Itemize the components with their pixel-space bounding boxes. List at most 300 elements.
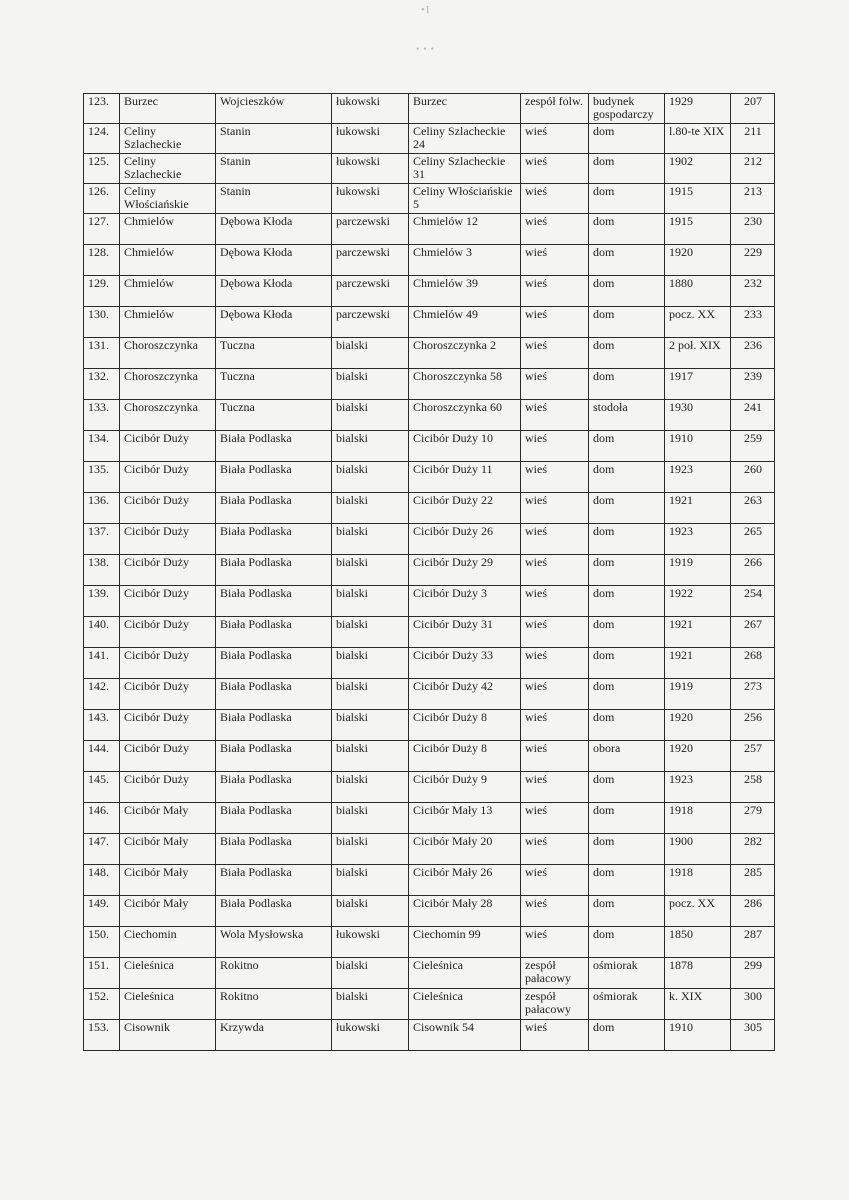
cell-address: Cicibór Duży 9	[409, 772, 521, 803]
cell-commune: Rokitno	[216, 989, 332, 1020]
cell-number: 139.	[84, 586, 120, 617]
cell-number: 145.	[84, 772, 120, 803]
cell-district: bialski	[332, 617, 409, 648]
cell-commune: Biała Podlaska	[216, 555, 332, 586]
cell-locality: Celiny Włościańskie	[120, 184, 216, 214]
table-row	[84, 555, 775, 586]
table-row	[84, 989, 775, 1020]
cell-commune: Dębowa Kłoda	[216, 214, 332, 245]
cell-commune: Biała Podlaska	[216, 865, 332, 896]
cell-complex: zespół folw.	[521, 94, 589, 124]
cell-commune: Biała Podlaska	[216, 493, 332, 524]
cell-dating: 1878	[665, 958, 731, 989]
table-row	[84, 124, 775, 154]
cell-number: 133.	[84, 400, 120, 431]
cell-number: 134.	[84, 431, 120, 462]
cell-locality: Cicibór Mały	[120, 834, 216, 865]
cell-locality: Cicibór Duży	[120, 462, 216, 493]
cell-commune: Krzywda	[216, 1020, 332, 1051]
cell-object: budynek gospodarczy	[589, 94, 665, 124]
cell-complex: wieś	[521, 679, 589, 710]
cell-complex: wieś	[521, 214, 589, 245]
cell-number: 141.	[84, 648, 120, 679]
cell-complex: wieś	[521, 124, 589, 154]
cell-number: 138.	[84, 555, 120, 586]
cell-number: 143.	[84, 710, 120, 741]
cell-dating: 1917	[665, 369, 731, 400]
cell-district: parczewski	[332, 276, 409, 307]
cell-commune: Tuczna	[216, 400, 332, 431]
cell-object: dom	[589, 617, 665, 648]
cell-district: parczewski	[332, 245, 409, 276]
table-row	[84, 276, 775, 307]
table-row	[84, 369, 775, 400]
cell-address: Chmielów 39	[409, 276, 521, 307]
cell-address: Cicibór Duży 42	[409, 679, 521, 710]
cell-object: dom	[589, 245, 665, 276]
table-row	[84, 803, 775, 834]
cell-complex: wieś	[521, 586, 589, 617]
table-row	[84, 94, 775, 124]
cell-commune: Biała Podlaska	[216, 617, 332, 648]
cell-commune: Biała Podlaska	[216, 679, 332, 710]
cell-object: dom	[589, 524, 665, 555]
cell-dating: pocz. XX	[665, 307, 731, 338]
cell-district: bialski	[332, 555, 409, 586]
cell-locality: Chmielów	[120, 245, 216, 276]
table-row	[84, 834, 775, 865]
cell-dating: pocz. XX	[665, 896, 731, 927]
cell-record-no: 299	[731, 958, 775, 989]
cell-district: łukowski	[332, 1020, 409, 1051]
cell-object: dom	[589, 307, 665, 338]
cell-number: 140.	[84, 617, 120, 648]
cell-record-no: 267	[731, 617, 775, 648]
table-row	[84, 865, 775, 896]
cell-dating: 1923	[665, 462, 731, 493]
cell-locality: Cicibór Duży	[120, 772, 216, 803]
table-row	[84, 710, 775, 741]
cell-number: 135.	[84, 462, 120, 493]
cell-record-no: 254	[731, 586, 775, 617]
cell-object: dom	[589, 555, 665, 586]
cell-dating: 1850	[665, 927, 731, 958]
cell-object: dom	[589, 338, 665, 369]
cell-district: bialski	[332, 989, 409, 1020]
cell-locality: Cicibór Mały	[120, 803, 216, 834]
cell-record-no: 259	[731, 431, 775, 462]
table-row	[84, 958, 775, 989]
cell-number: 125.	[84, 154, 120, 184]
cell-record-no: 232	[731, 276, 775, 307]
cell-number: 123.	[84, 94, 120, 124]
cell-locality: Cicibór Duży	[120, 555, 216, 586]
cell-address: Celiny Włościańskie 5	[409, 184, 521, 214]
cell-address: Chmielów 12	[409, 214, 521, 245]
cell-number: 151.	[84, 958, 120, 989]
cell-complex: wieś	[521, 493, 589, 524]
cell-commune: Wola Mysłowska	[216, 927, 332, 958]
cell-dating: 1910	[665, 1020, 731, 1051]
cell-district: bialski	[332, 834, 409, 865]
cell-locality: Cicibór Mały	[120, 865, 216, 896]
cell-complex: zespół pałacowy	[521, 989, 589, 1020]
cell-record-no: 233	[731, 307, 775, 338]
cell-number: 130.	[84, 307, 120, 338]
cell-locality: Cicibór Duży	[120, 617, 216, 648]
cell-dating: 1921	[665, 648, 731, 679]
cell-locality: Celiny Szlacheckie	[120, 154, 216, 184]
table-row	[84, 1020, 775, 1051]
cell-dating: 1902	[665, 154, 731, 184]
cell-record-no: 266	[731, 555, 775, 586]
cell-complex: wieś	[521, 896, 589, 927]
cell-address: Ciechomin 99	[409, 927, 521, 958]
cell-record-no: 212	[731, 154, 775, 184]
cell-record-no: 268	[731, 648, 775, 679]
cell-complex: wieś	[521, 245, 589, 276]
cell-object: dom	[589, 214, 665, 245]
cell-record-no: 300	[731, 989, 775, 1020]
cell-district: bialski	[332, 772, 409, 803]
cell-commune: Rokitno	[216, 958, 332, 989]
table-row	[84, 154, 775, 184]
cell-dating: 1880	[665, 276, 731, 307]
table-row	[84, 679, 775, 710]
cell-object: dom	[589, 369, 665, 400]
cell-object: dom	[589, 896, 665, 927]
table-row	[84, 617, 775, 648]
cell-number: 142.	[84, 679, 120, 710]
cell-locality: Cicibór Duży	[120, 493, 216, 524]
cell-district: bialski	[332, 648, 409, 679]
cell-commune: Dębowa Kłoda	[216, 307, 332, 338]
cell-dating: 1918	[665, 803, 731, 834]
cell-complex: wieś	[521, 648, 589, 679]
cell-record-no: 282	[731, 834, 775, 865]
cell-record-no: 279	[731, 803, 775, 834]
cell-address: Cicibór Duży 10	[409, 431, 521, 462]
table-row	[84, 586, 775, 617]
cell-address: Cicibór Duży 11	[409, 462, 521, 493]
cell-complex: wieś	[521, 154, 589, 184]
cell-locality: Cicibór Duży	[120, 648, 216, 679]
cell-address: Cicibór Mały 28	[409, 896, 521, 927]
cell-locality: Cicibór Duży	[120, 431, 216, 462]
cell-commune: Dębowa Kłoda	[216, 276, 332, 307]
cell-dating: 1920	[665, 245, 731, 276]
table-row	[84, 741, 775, 772]
cell-district: łukowski	[332, 124, 409, 154]
cell-number: 150.	[84, 927, 120, 958]
cell-object: dom	[589, 865, 665, 896]
cell-number: 148.	[84, 865, 120, 896]
cell-number: 126.	[84, 184, 120, 214]
cell-locality: Choroszczynka	[120, 369, 216, 400]
cell-number: 127.	[84, 214, 120, 245]
cell-locality: Chmielów	[120, 214, 216, 245]
cell-record-no: 241	[731, 400, 775, 431]
cell-commune: Biała Podlaska	[216, 586, 332, 617]
cell-address: Celiny Szlacheckie 31	[409, 154, 521, 184]
table-row	[84, 400, 775, 431]
cell-object: ośmiorak	[589, 958, 665, 989]
cell-number: 153.	[84, 1020, 120, 1051]
cell-address: Burzec	[409, 94, 521, 124]
cell-number: 129.	[84, 276, 120, 307]
cell-dating: 1921	[665, 493, 731, 524]
cell-dating: 1920	[665, 710, 731, 741]
cell-complex: wieś	[521, 524, 589, 555]
cell-district: bialski	[332, 431, 409, 462]
cell-address: Cicibór Duży 26	[409, 524, 521, 555]
cell-district: bialski	[332, 803, 409, 834]
cell-object: dom	[589, 710, 665, 741]
cell-dating: l.80-te XIX	[665, 124, 731, 154]
cell-locality: Cicibór Duży	[120, 586, 216, 617]
cell-district: łukowski	[332, 927, 409, 958]
cell-complex: wieś	[521, 276, 589, 307]
cell-address: Choroszczynka 58	[409, 369, 521, 400]
cell-record-no: 256	[731, 710, 775, 741]
table-row	[84, 927, 775, 958]
cell-dating: 1922	[665, 586, 731, 617]
table-row	[84, 431, 775, 462]
cell-record-no: 213	[731, 184, 775, 214]
cell-address: Cicibór Duży 8	[409, 741, 521, 772]
scan-mark-top: •I	[421, 4, 431, 16]
cell-locality: Chmielów	[120, 276, 216, 307]
cell-commune: Stanin	[216, 154, 332, 184]
cell-object: dom	[589, 927, 665, 958]
cell-address: Cisownik 54	[409, 1020, 521, 1051]
cell-complex: wieś	[521, 307, 589, 338]
cell-address: Choroszczynka 2	[409, 338, 521, 369]
cell-address: Cieleśnica	[409, 958, 521, 989]
cell-locality: Cicibór Duży	[120, 710, 216, 741]
cell-address: Cicibór Mały 13	[409, 803, 521, 834]
registry-body	[84, 94, 775, 1051]
table-row	[84, 648, 775, 679]
cell-number: 136.	[84, 493, 120, 524]
cell-number: 131.	[84, 338, 120, 369]
cell-object: dom	[589, 834, 665, 865]
cell-commune: Tuczna	[216, 338, 332, 369]
cell-commune: Wojcieszków	[216, 94, 332, 124]
cell-district: parczewski	[332, 214, 409, 245]
cell-dating: 1900	[665, 834, 731, 865]
cell-complex: wieś	[521, 927, 589, 958]
table-row	[84, 493, 775, 524]
cell-district: bialski	[332, 865, 409, 896]
cell-record-no: 258	[731, 772, 775, 803]
cell-number: 124.	[84, 124, 120, 154]
cell-number: 144.	[84, 741, 120, 772]
table-row	[84, 772, 775, 803]
cell-complex: wieś	[521, 184, 589, 214]
cell-address: Cicibór Duży 8	[409, 710, 521, 741]
cell-commune: Biała Podlaska	[216, 431, 332, 462]
cell-address: Celiny Szlacheckie 24	[409, 124, 521, 154]
cell-address: Chmielów 49	[409, 307, 521, 338]
cell-record-no: 285	[731, 865, 775, 896]
cell-locality: Cieleśnica	[120, 989, 216, 1020]
cell-record-no: 273	[731, 679, 775, 710]
cell-number: 128.	[84, 245, 120, 276]
cell-dating: 1923	[665, 772, 731, 803]
cell-address: Cicibór Duży 33	[409, 648, 521, 679]
cell-record-no: 229	[731, 245, 775, 276]
cell-locality: Burzec	[120, 94, 216, 124]
cell-address: Cicibór Duży 22	[409, 493, 521, 524]
cell-commune: Biała Podlaska	[216, 710, 332, 741]
cell-complex: wieś	[521, 338, 589, 369]
cell-record-no: 260	[731, 462, 775, 493]
cell-locality: Cicibór Duży	[120, 679, 216, 710]
cell-commune: Stanin	[216, 184, 332, 214]
cell-commune: Biała Podlaska	[216, 524, 332, 555]
cell-locality: Cisownik	[120, 1020, 216, 1051]
cell-complex: wieś	[521, 462, 589, 493]
cell-address: Cicibór Mały 26	[409, 865, 521, 896]
cell-address: Chmielów 3	[409, 245, 521, 276]
cell-commune: Biała Podlaska	[216, 772, 332, 803]
cell-district: bialski	[332, 524, 409, 555]
cell-record-no: 257	[731, 741, 775, 772]
monument-registry-table	[83, 93, 775, 1051]
cell-dating: 1921	[665, 617, 731, 648]
cell-complex: wieś	[521, 834, 589, 865]
cell-district: bialski	[332, 493, 409, 524]
cell-locality: Celiny Szlacheckie	[120, 124, 216, 154]
cell-complex: wieś	[521, 710, 589, 741]
cell-address: Cicibór Mały 20	[409, 834, 521, 865]
cell-object: dom	[589, 184, 665, 214]
cell-district: bialski	[332, 958, 409, 989]
cell-locality: Choroszczynka	[120, 338, 216, 369]
cell-dating: 1929	[665, 94, 731, 124]
cell-record-no: 263	[731, 493, 775, 524]
cell-district: łukowski	[332, 184, 409, 214]
cell-locality: Cicibór Duży	[120, 741, 216, 772]
cell-complex: wieś	[521, 617, 589, 648]
cell-dating: 1930	[665, 400, 731, 431]
cell-locality: Cicibór Duży	[120, 524, 216, 555]
cell-dating: 1910	[665, 431, 731, 462]
table-row	[84, 462, 775, 493]
cell-record-no: 265	[731, 524, 775, 555]
cell-locality: Cicibór Mały	[120, 896, 216, 927]
cell-district: bialski	[332, 400, 409, 431]
cell-number: 146.	[84, 803, 120, 834]
cell-dating: 1919	[665, 679, 731, 710]
cell-number: 149.	[84, 896, 120, 927]
cell-object: dom	[589, 154, 665, 184]
cell-commune: Biała Podlaska	[216, 834, 332, 865]
table-row	[84, 338, 775, 369]
table-row	[84, 307, 775, 338]
table-row	[84, 245, 775, 276]
cell-district: bialski	[332, 462, 409, 493]
cell-complex: wieś	[521, 803, 589, 834]
cell-district: bialski	[332, 338, 409, 369]
cell-commune: Biała Podlaska	[216, 896, 332, 927]
cell-commune: Biała Podlaska	[216, 648, 332, 679]
cell-number: 147.	[84, 834, 120, 865]
cell-address: Cicibór Duży 29	[409, 555, 521, 586]
cell-object: dom	[589, 803, 665, 834]
cell-object: obora	[589, 741, 665, 772]
cell-address: Cicibór Duży 3	[409, 586, 521, 617]
cell-commune: Dębowa Kłoda	[216, 245, 332, 276]
table-row	[84, 524, 775, 555]
cell-object: dom	[589, 124, 665, 154]
cell-commune: Biała Podlaska	[216, 741, 332, 772]
cell-complex: zespół pałacowy	[521, 958, 589, 989]
table-row	[84, 896, 775, 927]
cell-object: dom	[589, 276, 665, 307]
cell-record-no: 239	[731, 369, 775, 400]
cell-address: Cicibór Duży 31	[409, 617, 521, 648]
cell-district: bialski	[332, 369, 409, 400]
cell-object: dom	[589, 431, 665, 462]
cell-dating: 2 poł. XIX	[665, 338, 731, 369]
cell-locality: Chmielów	[120, 307, 216, 338]
cell-complex: wieś	[521, 555, 589, 586]
cell-address: Cieleśnica	[409, 989, 521, 1020]
cell-complex: wieś	[521, 772, 589, 803]
cell-dating: 1918	[665, 865, 731, 896]
cell-locality: Cieleśnica	[120, 958, 216, 989]
cell-commune: Biała Podlaska	[216, 803, 332, 834]
cell-commune: Stanin	[216, 124, 332, 154]
cell-complex: wieś	[521, 431, 589, 462]
cell-record-no: 287	[731, 927, 775, 958]
cell-dating: 1920	[665, 741, 731, 772]
cell-object: dom	[589, 586, 665, 617]
table-row	[84, 184, 775, 214]
cell-district: bialski	[332, 586, 409, 617]
cell-address: Choroszczynka 60	[409, 400, 521, 431]
cell-record-no: 286	[731, 896, 775, 927]
cell-number: 132.	[84, 369, 120, 400]
cell-district: parczewski	[332, 307, 409, 338]
cell-object: ośmiorak	[589, 989, 665, 1020]
cell-dating: 1915	[665, 214, 731, 245]
cell-number: 137.	[84, 524, 120, 555]
cell-district: bialski	[332, 710, 409, 741]
cell-complex: wieś	[521, 369, 589, 400]
cell-object: dom	[589, 493, 665, 524]
cell-commune: Tuczna	[216, 369, 332, 400]
cell-district: bialski	[332, 896, 409, 927]
cell-complex: wieś	[521, 741, 589, 772]
scan-mark-sub: • • •	[416, 44, 435, 54]
cell-district: łukowski	[332, 154, 409, 184]
cell-commune: Biała Podlaska	[216, 462, 332, 493]
cell-complex: wieś	[521, 1020, 589, 1051]
cell-dating: 1915	[665, 184, 731, 214]
cell-record-no: 207	[731, 94, 775, 124]
cell-record-no: 236	[731, 338, 775, 369]
cell-dating: 1919	[665, 555, 731, 586]
cell-complex: wieś	[521, 400, 589, 431]
cell-object: dom	[589, 1020, 665, 1051]
cell-object: dom	[589, 462, 665, 493]
cell-object: dom	[589, 648, 665, 679]
cell-record-no: 230	[731, 214, 775, 245]
cell-dating: k. XIX	[665, 989, 731, 1020]
